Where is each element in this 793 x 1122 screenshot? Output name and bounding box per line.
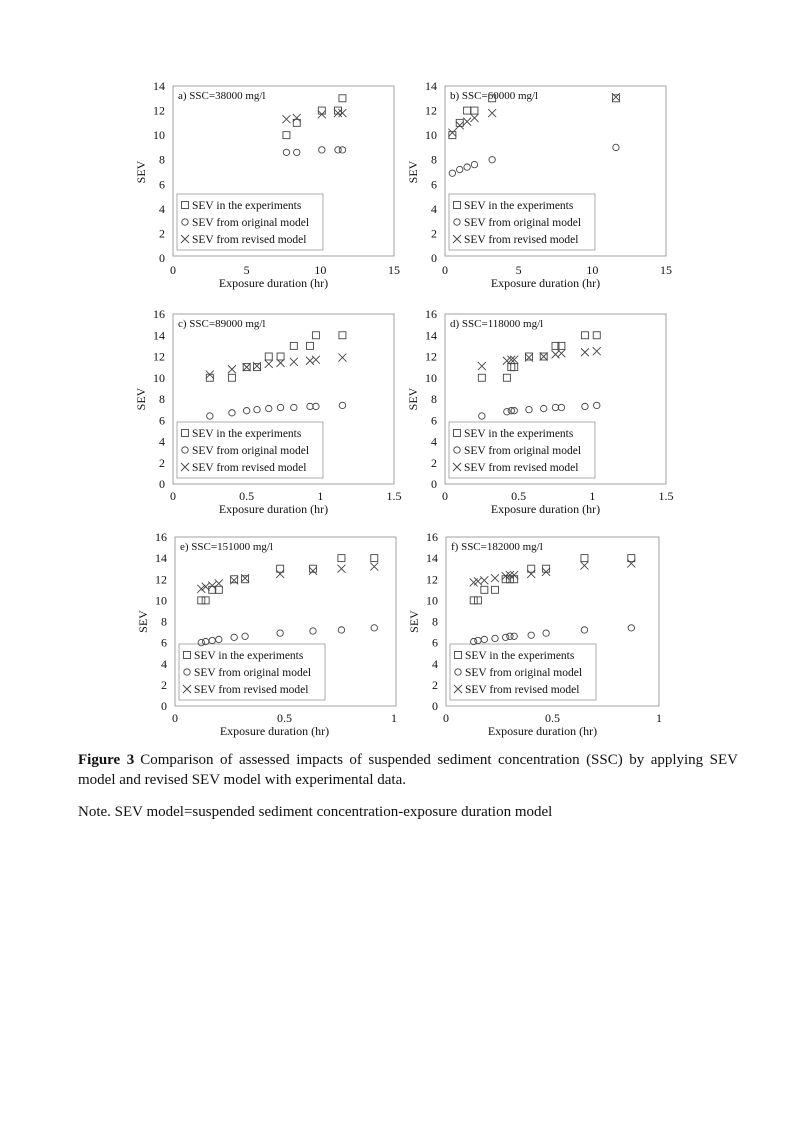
- data-point-cross: [627, 559, 635, 567]
- data-point-cross: [480, 576, 488, 584]
- x-tick-label: 1: [656, 711, 662, 725]
- data-point-cross: [293, 114, 301, 122]
- y-tick-label: 12: [153, 103, 165, 118]
- y-tick-label: 10: [153, 370, 165, 385]
- data-point-square: [290, 342, 297, 349]
- legend-label: SEV from revised model: [464, 462, 579, 474]
- x-tick-label: 0.5: [545, 711, 560, 725]
- data-point-square: [525, 353, 532, 360]
- y-tick-label: 8: [159, 392, 165, 406]
- x-tick-label: 0: [442, 489, 448, 503]
- y-tick-label: 4: [431, 201, 437, 216]
- data-point-circle: [242, 633, 248, 639]
- legend-label: SEV from revised model: [192, 462, 307, 474]
- data-point-circle: [243, 407, 249, 413]
- data-point-circle: [207, 413, 213, 419]
- legend-label: SEV from revised model: [464, 234, 579, 246]
- data-point-cross: [491, 574, 499, 582]
- y-tick-label: 10: [425, 370, 437, 385]
- y-tick-label: 2: [159, 226, 165, 241]
- data-point-square: [277, 353, 284, 360]
- legend-label: SEV from original model: [464, 217, 582, 229]
- y-tick-label: 12: [153, 349, 165, 364]
- data-point-square: [593, 332, 600, 339]
- y-tick-label: 6: [161, 635, 167, 650]
- y-tick-label: 4: [432, 656, 438, 671]
- data-point-square: [339, 95, 346, 102]
- y-tick-label: 0: [431, 477, 437, 491]
- y-tick-label: 16: [155, 530, 167, 544]
- figure-caption-text: Comparison of assessed impacts of suspended sediment concentration (SSC) by applying SEV model and revised SEV model with experimental data.: [78, 752, 738, 788]
- data-point-square: [206, 374, 213, 381]
- legend-label: SEV from original model: [465, 667, 583, 679]
- data-point-square: [470, 597, 477, 604]
- y-tick-label: 6: [159, 413, 165, 428]
- data-point-cross: [448, 129, 456, 137]
- y-tick-label: 12: [426, 572, 438, 587]
- y-tick-label: 10: [155, 593, 167, 608]
- data-point-circle: [464, 164, 470, 170]
- chart-panel-4: [406, 307, 674, 516]
- y-axis-title: SEV: [134, 387, 148, 411]
- y-tick-label: 6: [431, 177, 437, 192]
- y-tick-label: 8: [432, 614, 438, 629]
- y-axis-title: SEV: [136, 610, 150, 633]
- y-tick-label: 4: [159, 201, 165, 216]
- y-axis-title: SEV: [407, 610, 421, 633]
- x-tick-label: 1: [391, 711, 397, 725]
- data-point-circle: [277, 630, 283, 636]
- x-tick-label: 0: [172, 711, 178, 725]
- y-tick-label: 0: [161, 699, 167, 713]
- x-axis-title: Exposure duration (hr): [218, 276, 329, 290]
- x-tick-label: 0: [170, 489, 176, 503]
- data-point-circle: [475, 637, 481, 643]
- data-point-circle: [231, 634, 237, 640]
- y-tick-label: 16: [425, 307, 437, 321]
- legend-label: SEV from revised model: [194, 684, 309, 696]
- data-point-cross: [208, 582, 216, 590]
- data-point-cross: [312, 356, 320, 364]
- data-point-circle: [526, 406, 532, 412]
- chart-title: e) SSC=151000 mg/l: [180, 541, 273, 553]
- x-tick-label: 15: [660, 263, 672, 277]
- data-point-circle: [558, 404, 564, 410]
- y-tick-label: 8: [161, 614, 167, 629]
- data-point-square: [242, 576, 249, 583]
- data-point-square: [491, 586, 498, 593]
- data-point-circle: [371, 625, 377, 631]
- data-point-cross: [334, 109, 342, 117]
- y-tick-label: 6: [432, 635, 438, 650]
- data-point-cross: [338, 109, 346, 117]
- data-point-cross: [276, 570, 284, 578]
- y-tick-label: 0: [159, 477, 165, 491]
- y-tick-label: 2: [159, 455, 165, 470]
- legend-label: SEV from revised model: [465, 684, 580, 696]
- data-point-circle: [449, 170, 455, 176]
- data-point-circle: [594, 402, 600, 408]
- data-point-square: [503, 374, 510, 381]
- data-point-circle: [581, 627, 587, 633]
- chart-panel-1: [134, 79, 400, 290]
- y-tick-label: 4: [159, 434, 165, 449]
- legend-label: SEV from original model: [194, 667, 312, 679]
- data-point-cross: [593, 347, 601, 355]
- data-point-square: [508, 364, 515, 371]
- data-point-cross: [463, 118, 471, 126]
- data-point-square: [265, 353, 272, 360]
- legend-label: SEV in the experiments: [464, 428, 574, 440]
- legend-label: SEV in the experiments: [465, 650, 575, 662]
- y-axis-title: SEV: [134, 160, 148, 184]
- legend-label: SEV from original model: [464, 445, 582, 457]
- data-point-square: [198, 597, 205, 604]
- y-tick-label: 8: [431, 152, 437, 167]
- data-point-square: [464, 107, 471, 114]
- data-point-circle: [339, 402, 345, 408]
- data-point-square: [474, 597, 481, 604]
- data-point-square: [209, 586, 216, 593]
- data-point-square: [612, 95, 619, 102]
- data-point-cross: [488, 109, 496, 117]
- x-tick-label: 5: [243, 263, 250, 277]
- data-point-circle: [492, 635, 498, 641]
- data-point-square: [581, 555, 588, 562]
- data-point-cross: [337, 565, 345, 573]
- data-point-circle: [471, 161, 477, 167]
- data-point-square: [202, 597, 209, 604]
- y-tick-label: 16: [426, 530, 438, 544]
- data-point-square: [228, 374, 235, 381]
- data-point-circle: [457, 166, 463, 172]
- chart-title: c) SSC=89000 mg/l: [178, 318, 266, 330]
- x-axis-title: Exposure duration (hr): [218, 502, 329, 516]
- data-point-square: [338, 555, 345, 562]
- x-tick-label: 0.5: [277, 711, 292, 725]
- data-point-circle: [216, 636, 222, 642]
- x-tick-label: 1.5: [386, 489, 402, 503]
- y-tick-label: 14: [425, 328, 437, 343]
- y-tick-label: 4: [161, 656, 167, 671]
- data-point-circle: [266, 405, 272, 411]
- data-point-cross: [243, 363, 251, 371]
- data-point-cross: [265, 360, 273, 368]
- data-point-cross: [557, 349, 565, 357]
- data-point-cross: [581, 348, 589, 356]
- data-point-cross: [290, 358, 298, 366]
- x-tick-label: 0.5: [511, 489, 527, 503]
- y-tick-label: 8: [431, 392, 437, 406]
- data-point-square: [581, 332, 588, 339]
- chart-panel-6: [407, 530, 662, 738]
- chart-title: d) SSC=118000 mg/l: [450, 318, 544, 330]
- data-point-cross: [338, 354, 346, 362]
- legend-label: SEV from revised model: [192, 234, 307, 246]
- data-point-square: [231, 576, 238, 583]
- y-tick-label: 16: [153, 307, 165, 321]
- y-tick-label: 14: [425, 79, 437, 93]
- data-point-circle: [613, 144, 619, 150]
- legend-label: SEV from original model: [192, 217, 310, 229]
- x-tick-label: 5: [515, 263, 522, 277]
- data-point-square: [253, 364, 260, 371]
- data-point-square: [283, 132, 290, 139]
- data-point-circle: [277, 404, 283, 410]
- data-point-square: [543, 565, 550, 572]
- y-axis-title: SEV: [406, 387, 420, 411]
- y-tick-label: 2: [432, 677, 438, 692]
- x-axis-title: Exposure duration (hr): [490, 502, 601, 516]
- data-point-cross: [540, 353, 548, 361]
- data-point-circle: [479, 413, 485, 419]
- data-point-cross: [309, 567, 317, 575]
- data-point-circle: [291, 404, 297, 410]
- data-point-circle: [310, 628, 316, 634]
- chart-panel-5: [136, 530, 397, 738]
- data-point-cross: [470, 114, 478, 122]
- data-point-square: [318, 107, 325, 114]
- y-tick-label: 2: [431, 455, 437, 470]
- data-point-circle: [481, 636, 487, 642]
- y-tick-label: 2: [161, 677, 167, 692]
- y-tick-label: 4: [431, 434, 437, 449]
- x-tick-label: 15: [388, 263, 400, 277]
- data-point-cross: [612, 93, 620, 101]
- figure-note: Note. SEV model=suspended sediment concentration-exposure duration model: [78, 804, 553, 820]
- data-point-circle: [209, 637, 215, 643]
- data-point-circle: [338, 627, 344, 633]
- data-point-square: [478, 374, 485, 381]
- data-point-circle: [528, 632, 534, 638]
- data-point-circle: [319, 147, 325, 153]
- x-tick-label: 1: [317, 489, 324, 503]
- data-point-circle: [582, 403, 588, 409]
- data-point-cross: [370, 563, 378, 571]
- x-tick-label: 1: [589, 489, 596, 503]
- y-tick-label: 6: [159, 177, 165, 192]
- data-point-square: [307, 342, 314, 349]
- chart-panel-2: [406, 79, 672, 290]
- data-point-square: [481, 586, 488, 593]
- data-point-cross: [306, 357, 314, 365]
- data-point-circle: [229, 410, 235, 416]
- data-point-circle: [254, 406, 260, 412]
- x-tick-label: 0: [443, 711, 449, 725]
- data-point-cross: [527, 570, 535, 578]
- y-tick-label: 14: [155, 551, 167, 566]
- data-point-circle: [489, 157, 495, 163]
- y-axis-title: SEV: [406, 160, 420, 184]
- data-point-square: [511, 364, 518, 371]
- y-tick-label: 12: [155, 572, 167, 587]
- x-tick-label: 10: [314, 263, 327, 277]
- x-axis-title: Exposure duration (hr): [490, 276, 601, 290]
- chart-title: f) SSC=182000 mg/l: [451, 541, 543, 553]
- data-point-circle: [628, 625, 634, 631]
- data-point-cross: [580, 562, 588, 570]
- y-tick-label: 0: [432, 699, 438, 713]
- y-tick-label: 0: [159, 251, 165, 265]
- y-tick-label: 10: [426, 593, 438, 608]
- data-point-circle: [283, 149, 289, 155]
- x-tick-label: 0: [442, 263, 448, 277]
- y-tick-label: 0: [431, 251, 437, 265]
- y-tick-label: 12: [425, 103, 437, 118]
- data-point-square: [215, 586, 222, 593]
- legend-label: SEV in the experiments: [192, 428, 302, 440]
- data-point-square: [471, 107, 478, 114]
- y-tick-label: 6: [431, 413, 437, 428]
- x-axis-title: Exposure duration (hr): [487, 724, 598, 738]
- data-point-circle: [543, 630, 549, 636]
- data-point-circle: [511, 633, 517, 639]
- legend-label: SEV from original model: [192, 445, 310, 457]
- y-tick-label: 14: [153, 328, 165, 343]
- figure-label: Figure 3: [78, 752, 135, 768]
- chart-title: a) SSC=38000 mg/l: [178, 90, 266, 102]
- data-point-cross: [228, 365, 236, 373]
- data-point-circle: [339, 147, 345, 153]
- chart-panel-3: [134, 307, 402, 516]
- legend-label: SEV in the experiments: [192, 200, 302, 212]
- data-point-circle: [307, 403, 313, 409]
- data-point-circle: [294, 149, 300, 155]
- y-tick-label: 12: [425, 349, 437, 364]
- legend-label: SEV in the experiments: [194, 650, 304, 662]
- y-tick-label: 10: [425, 128, 437, 143]
- data-point-square: [371, 555, 378, 562]
- data-point-circle: [552, 404, 558, 410]
- data-point-cross: [478, 362, 486, 370]
- y-tick-label: 8: [159, 152, 165, 167]
- chart-title: b) SSC=60000 mg/l: [450, 90, 539, 102]
- data-point-cross: [456, 121, 464, 129]
- data-point-cross: [552, 350, 560, 358]
- legend-label: SEV in the experiments: [464, 200, 574, 212]
- x-axis-title: Exposure duration (hr): [219, 724, 330, 738]
- data-point-circle: [502, 634, 508, 640]
- data-point-cross: [282, 115, 290, 123]
- y-tick-label: 14: [426, 551, 438, 566]
- data-point-square: [312, 332, 319, 339]
- x-tick-label: 0.5: [239, 489, 255, 503]
- data-point-square: [339, 332, 346, 339]
- data-point-circle: [313, 403, 319, 409]
- figure-caption: [78, 750, 738, 790]
- data-point-circle: [504, 409, 510, 415]
- x-tick-label: 10: [586, 263, 599, 277]
- x-tick-label: 1.5: [658, 489, 674, 503]
- data-point-circle: [541, 405, 547, 411]
- y-tick-label: 10: [153, 128, 165, 143]
- x-tick-label: 0: [170, 263, 176, 277]
- data-point-cross: [510, 571, 518, 579]
- y-tick-label: 2: [431, 226, 437, 241]
- y-tick-label: 14: [153, 79, 165, 93]
